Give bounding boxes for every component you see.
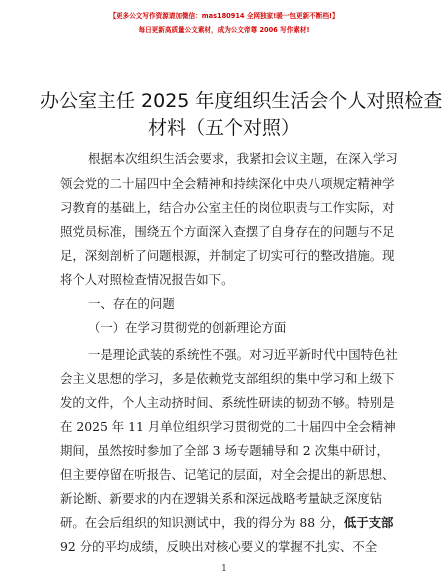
intro-paragraph-line: 足，深刻剖析了问题根源，并制定了切实可行的整改措施。现 bbox=[60, 248, 395, 263]
promo-banner-line-2: 每日更新高质量公文素材，成为公文帝尊 2006 写作素材! bbox=[138, 26, 310, 34]
body-paragraph-line bbox=[60, 516, 393, 530]
intro-paragraph-line: 将个人对照检查情况报告如下。 bbox=[60, 272, 234, 287]
body-paragraph-line: 一是理论武装的系统性不强。对习近平新时代中国特色社 bbox=[88, 347, 398, 362]
body-paragraph-text: 研。在会后组织的知识测试中，我的得分为 88 分， bbox=[60, 515, 344, 530]
subsection-heading: （一）在学习贯彻党的创新理论方面 bbox=[88, 320, 287, 335]
document-title-line-1: 办公室主任 2025 年度组织生活会个人对照检查 bbox=[40, 90, 443, 112]
body-paragraph-line: 在 2025 年 11 月单位组织学习贯彻党的二十届四中全会精神 bbox=[60, 419, 396, 434]
body-paragraph-line: 期间，虽然按时参加了全部 3 场专题辅导和 2 次集中研讨， bbox=[60, 443, 389, 458]
section-heading: 一、存在的问题 bbox=[88, 296, 175, 311]
intro-paragraph-line: 领会党的二十届四中全会精神和持续深化中央八项规定精神学 bbox=[60, 176, 395, 191]
emphasis-text: 低于支部 bbox=[343, 515, 394, 530]
body-paragraph-line: 发的文件，个人主动挤时间、系统性研读的韧劲不够。特别是 bbox=[60, 395, 395, 410]
body-paragraph-line: 新论断、新要求的内在逻辑关系和深远战略考量缺乏深度钻 bbox=[60, 491, 383, 506]
intro-paragraph-line: 照党员标准，围绕五个方面深入查摆了自身存在的问题与不足 bbox=[60, 224, 395, 239]
body-paragraph-line: 会主义思想的学习，多是依赖党支部组织的集中学习和上级下 bbox=[60, 371, 395, 386]
promo-banner-line-1: 【更多公文写作资源请加微信：mas180914 全网独家!暖一包更新不断档!】 bbox=[109, 12, 339, 20]
body-paragraph-line: 但主要停留在听报告、记笔记的层面，对全会提出的新思想、 bbox=[60, 467, 395, 482]
body-paragraph-line: 92 分的平均成绩，反映出对核心要义的掌握不扎实、不全 bbox=[60, 539, 378, 554]
document-title-line-2: 材料（五个对照） bbox=[147, 117, 300, 139]
intro-paragraph-line: 根据本次组织生活会要求，我紧扣会议主题，在深入学习 bbox=[88, 151, 398, 166]
page-number: 1 bbox=[221, 564, 227, 574]
intro-paragraph-line: 习教育的基础上，结合办公室主任的岗位职责与工作实际，对 bbox=[60, 200, 395, 215]
